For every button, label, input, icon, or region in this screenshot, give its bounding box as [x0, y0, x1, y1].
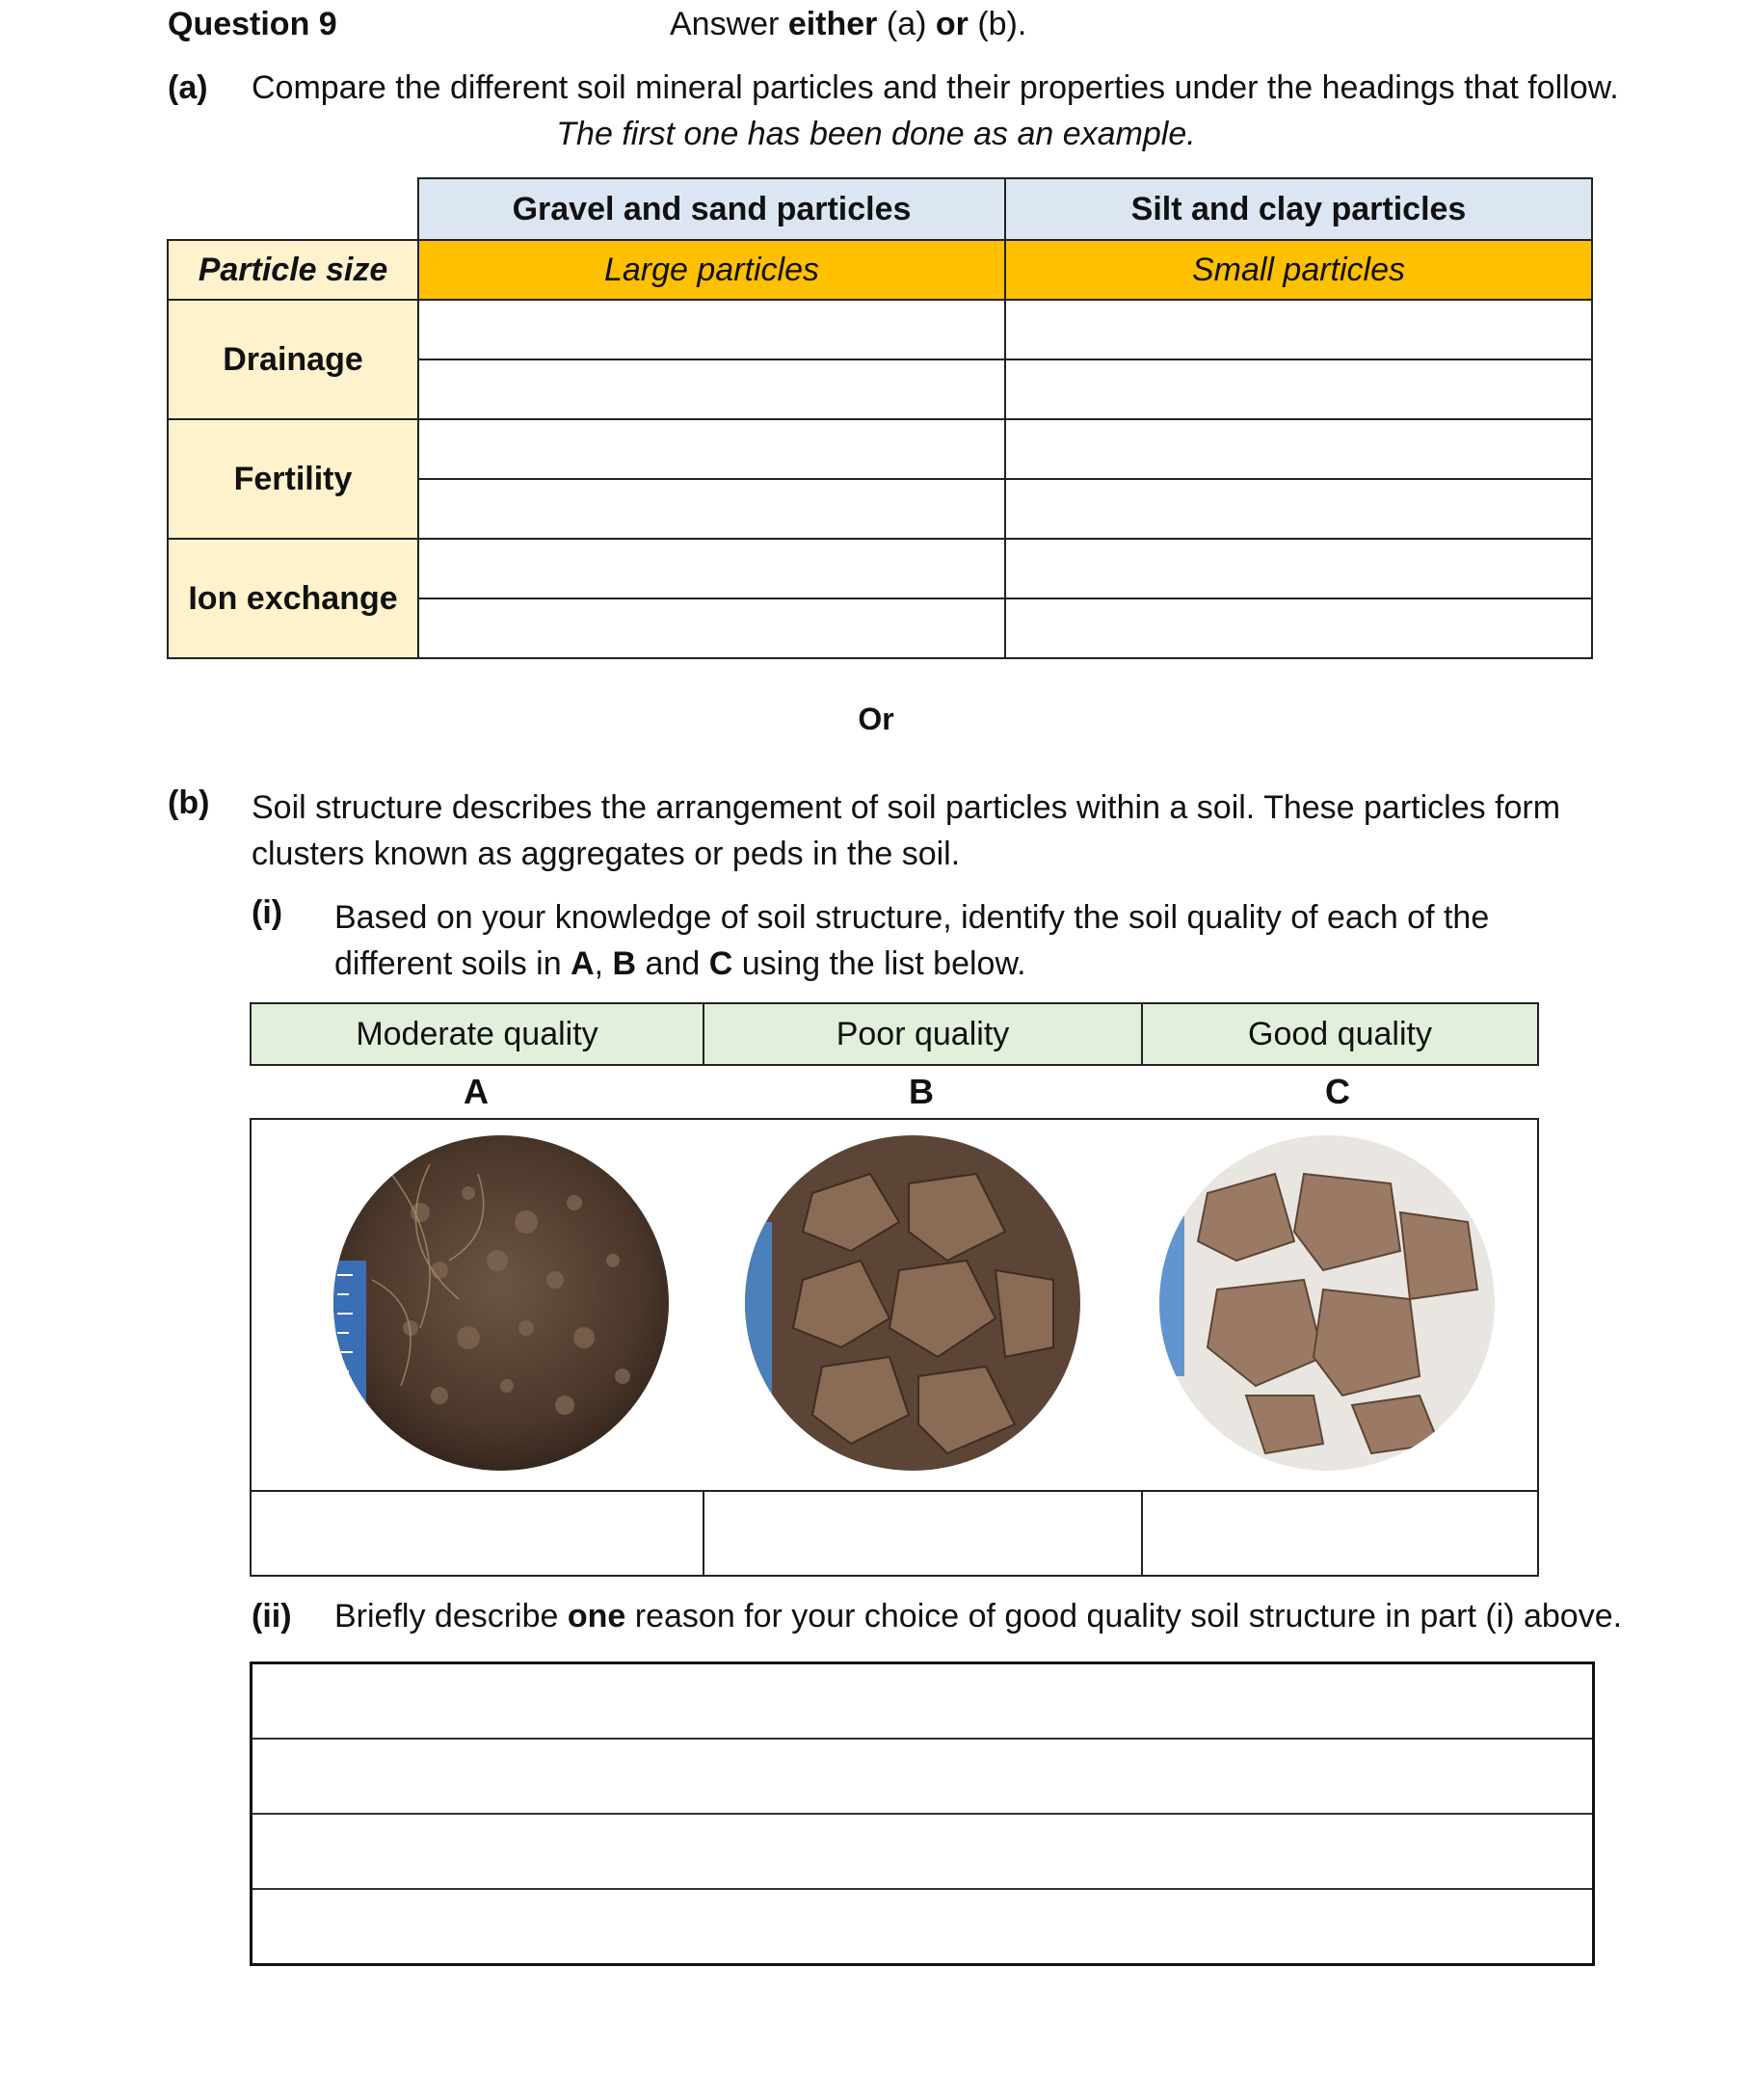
answer-instruction: Answer either (a) or (b).: [670, 6, 1027, 42]
option-poor-quality: Poor quality: [703, 1003, 1142, 1065]
soil-label-a: A: [464, 1072, 489, 1111]
option-moderate-quality: Moderate quality: [251, 1003, 703, 1065]
table-row: [168, 539, 1592, 598]
soil-photo-panel: [250, 1118, 1539, 1494]
or-divider: Or: [858, 702, 894, 736]
answer-box-a[interactable]: [251, 1491, 703, 1576]
answer-box-b[interactable]: [703, 1491, 1142, 1576]
answer-cell[interactable]: [418, 419, 1005, 479]
answer-cell[interactable]: [1005, 300, 1592, 359]
part-b-i-label: (i): [252, 894, 283, 931]
answer-box-c[interactable]: [1142, 1491, 1538, 1576]
part-b-label: (b): [168, 784, 210, 821]
option-good-quality: Good quality: [1142, 1003, 1538, 1065]
answer-cell[interactable]: [1005, 539, 1592, 598]
part-b-prompt: Soil structure describes the arrangement of soil particles within a soil. These particles form clusters known as aggregates or peds in the soil.: [252, 789, 1561, 872]
answer-line: [252, 1888, 1592, 1890]
example-note: The first one has been done as an example.: [556, 116, 1196, 152]
answer-cell[interactable]: [1005, 479, 1592, 539]
soil-photo-a: [333, 1135, 669, 1471]
soil-photo-c: [1159, 1135, 1495, 1471]
row-heading-fertility: Fertility: [168, 419, 418, 539]
quality-options-table: [250, 1002, 1539, 1066]
part-b-ii-label: (ii): [252, 1598, 292, 1635]
row-heading-drainage: Drainage: [168, 300, 418, 419]
table-row: [168, 300, 1592, 359]
table-corner: [168, 178, 418, 240]
question-title: Question 9: [168, 6, 337, 42]
soil-label-b: B: [909, 1072, 934, 1111]
answer-cell[interactable]: [1005, 419, 1592, 479]
example-row: [168, 240, 1592, 300]
table-row: [168, 419, 1592, 479]
answer-cell[interactable]: [418, 598, 1005, 658]
answer-cell[interactable]: [418, 539, 1005, 598]
column-header-silt-clay: Silt and clay particles: [1005, 178, 1592, 240]
row-heading-ion-exchange: Ion exchange: [168, 539, 418, 658]
soil-photo-b: [745, 1135, 1080, 1471]
column-header-gravel-sand: Gravel and sand particles: [418, 178, 1005, 240]
answer-cell[interactable]: [418, 359, 1005, 419]
soil-label-c: C: [1325, 1072, 1350, 1111]
answer-cell[interactable]: [1005, 359, 1592, 419]
answer-cell[interactable]: [418, 479, 1005, 539]
answer-cell[interactable]: [418, 300, 1005, 359]
answer-line: [252, 1813, 1592, 1815]
answer-line: [252, 1738, 1592, 1740]
part-b-ii-prompt: Briefly describe one reason for your choice of good quality soil structure in part (i) above.: [334, 1598, 1623, 1635]
part-a-label: (a): [168, 69, 208, 106]
reason-answer-box[interactable]: [250, 1661, 1595, 1966]
part-a-prompt: Compare the different soil mineral particles and their properties under the headings that follow.: [252, 69, 1619, 106]
part-b-i-prompt: Based on your knowledge of soil structure, identify the soil quality of each of the different soils in A, B and C using the list below.: [334, 899, 1490, 982]
answer-cell[interactable]: [1005, 598, 1592, 658]
row-heading-particle-size: Particle size: [168, 240, 418, 300]
example-value-silt-clay: Small particles: [1005, 240, 1592, 300]
quality-answer-boxes: [250, 1490, 1539, 1577]
particle-comparison-table: [167, 177, 1593, 659]
example-value-gravel-sand: Large particles: [418, 240, 1005, 300]
